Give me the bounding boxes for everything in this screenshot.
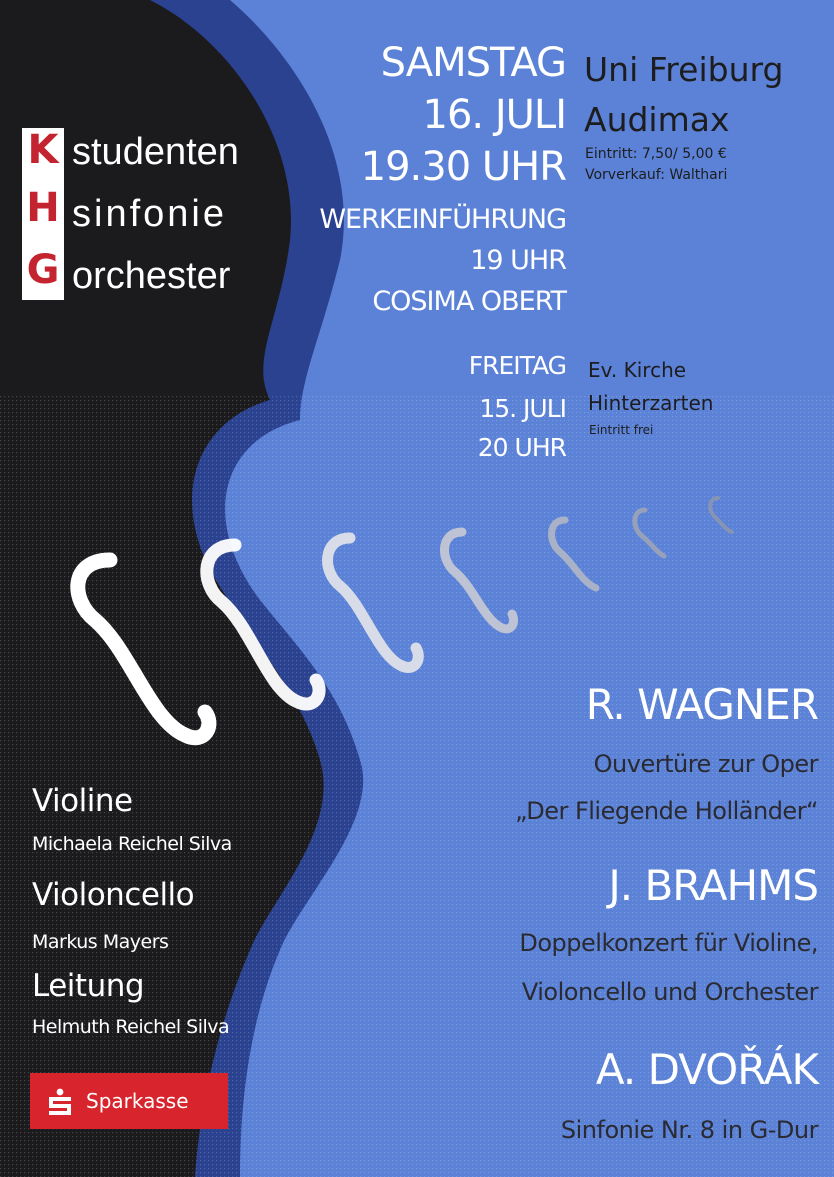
intro-label: WERKEINFÜHRUNG — [319, 204, 566, 235]
saturday-day: SAMSTAG — [380, 40, 566, 86]
friday-admission: Eintritt frei — [589, 423, 654, 437]
logo-letter-g: G — [26, 247, 60, 293]
logo-word-sinfonie: sinfonie — [72, 193, 227, 235]
composer-wagner: R. WAGNER — [585, 680, 818, 729]
saturday-venue-hall: Audimax — [584, 100, 730, 139]
work-wagner-line1: Ouvertüre zur Oper — [593, 750, 818, 778]
saturday-date: 16. JULI — [422, 92, 566, 138]
saturday-presale: Vorverkauf: Walthari — [585, 167, 728, 183]
friday-venue-church: Ev. Kirche — [588, 358, 687, 382]
logo-word-orchester: orchester — [72, 255, 231, 297]
intro-speaker: COSIMA OBERT — [372, 286, 566, 317]
performer-role-conductor: Leitung — [32, 968, 145, 1004]
work-wagner-line2: „Der Fliegende Holländer“ — [515, 797, 818, 825]
logo-letter-box — [22, 128, 64, 300]
friday-time: 20 UHR — [477, 433, 566, 462]
logo-word-studenten: studenten — [72, 131, 239, 173]
performer-role-violin: Violine — [32, 783, 133, 819]
performer-role-cello: Violoncello — [32, 877, 195, 913]
performer-name-cello: Markus Mayers — [32, 931, 169, 953]
saturday-time: 19.30 UHR — [360, 144, 566, 190]
sponsor-label: Sparkasse — [86, 1089, 189, 1113]
friday-date: 15. JULI — [479, 394, 566, 423]
saturday-admission: Eintritt: 7,50/ 5,00 € — [585, 146, 727, 162]
performer-name-conductor: Helmuth Reichel Silva — [32, 1016, 230, 1038]
composer-brahms: J. BRAHMS — [608, 861, 818, 910]
composer-dvorak: A. DVOŘÁK — [595, 1045, 818, 1094]
work-brahms-line2: Violoncello und Orchester — [521, 978, 818, 1006]
friday-venue-town: Hinterzarten — [588, 391, 714, 415]
work-dvorak-line1: Sinfonie Nr. 8 in G-Dur — [560, 1116, 818, 1144]
performer-name-violin: Michaela Reichel Silva — [32, 833, 232, 855]
friday-day: FREITAG — [468, 351, 566, 380]
logo-letter-k: K — [27, 127, 59, 173]
logo-letter-h: H — [26, 185, 60, 231]
sparkasse-logo-icon — [46, 1087, 74, 1115]
saturday-venue-city: Uni Freiburg — [584, 50, 784, 89]
work-brahms-line1: Doppelkonzert für Violine, — [519, 929, 818, 957]
sponsor-logo — [30, 1073, 228, 1129]
intro-time: 19 UHR — [470, 245, 566, 276]
